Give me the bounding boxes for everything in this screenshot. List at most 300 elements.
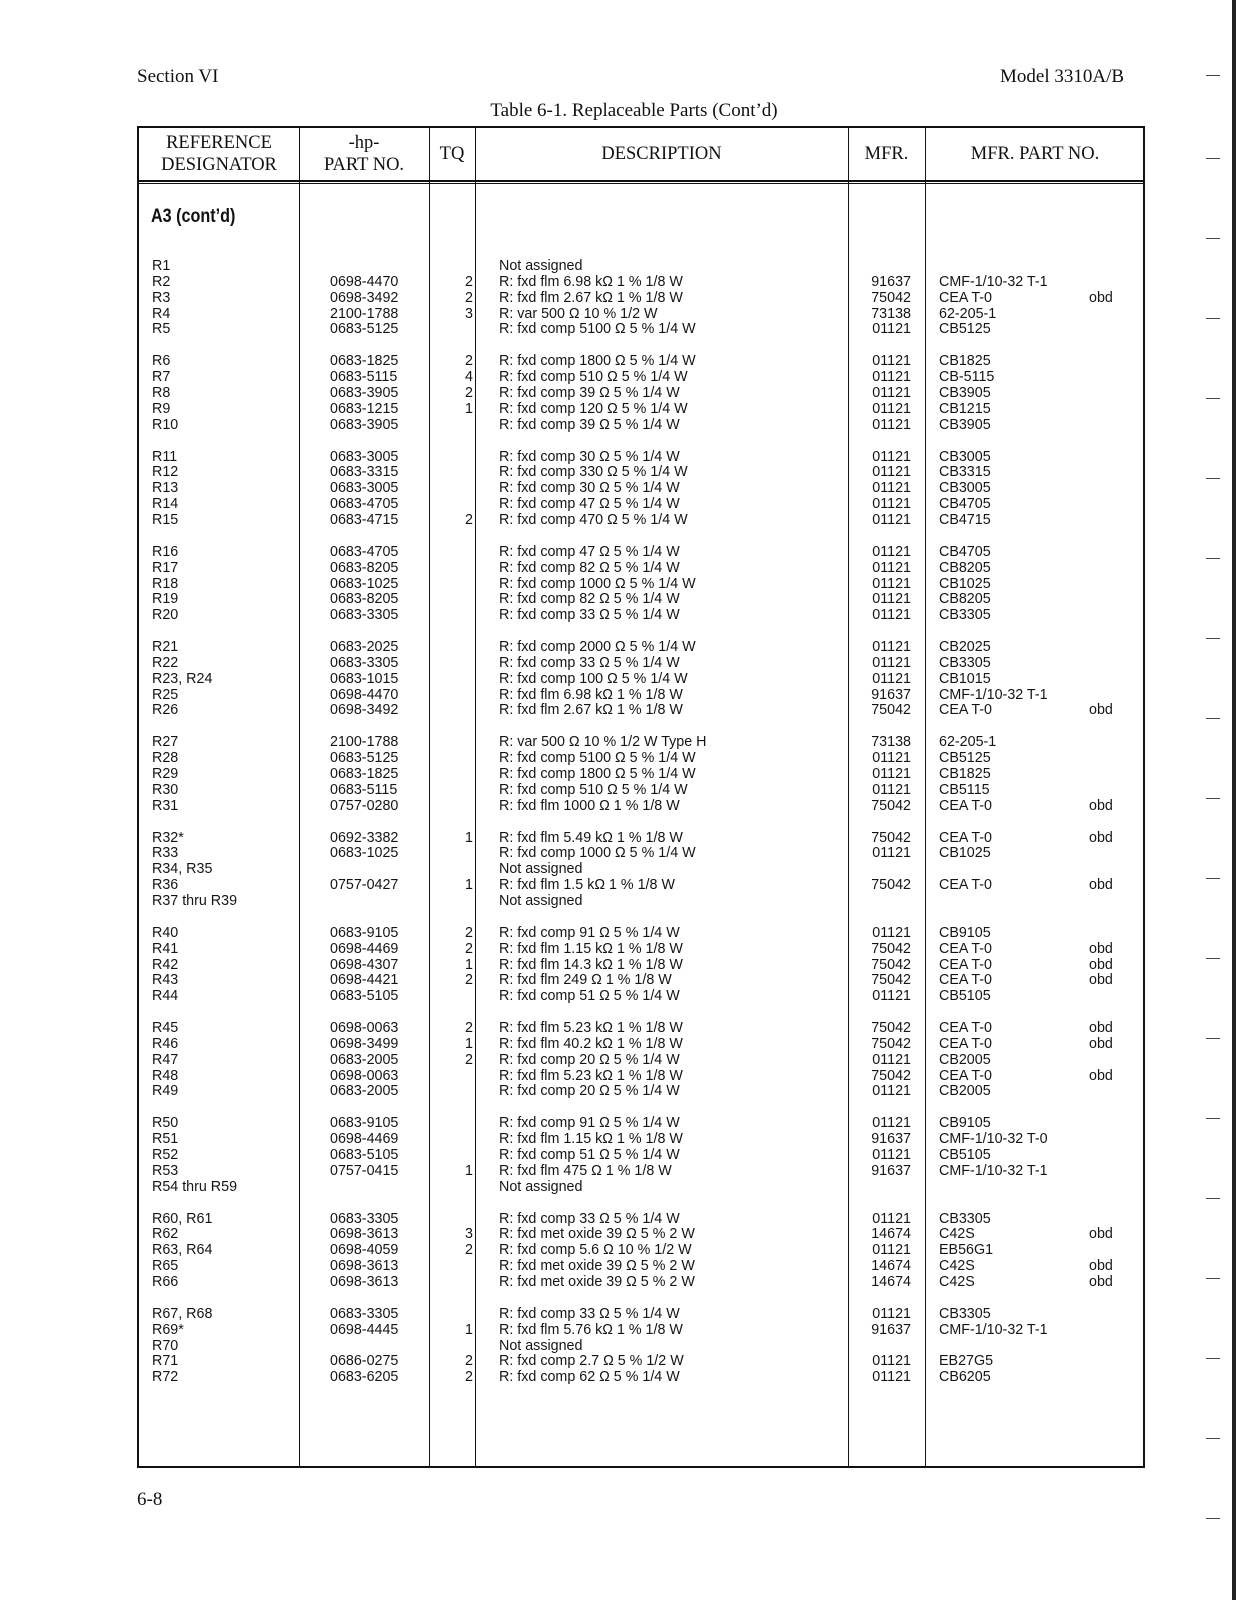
hp-part-no: 0683-1825 xyxy=(330,766,399,782)
table-row xyxy=(139,607,1143,623)
ref-designator: R27 xyxy=(152,734,179,751)
edge-mark xyxy=(1206,958,1220,959)
mfr-part-no: CB3315 xyxy=(939,464,991,481)
table-row xyxy=(139,1369,1143,1385)
ref-designator: R33 xyxy=(152,845,179,862)
mfr-part-no: CB-5115 xyxy=(939,369,995,386)
ref-designator: R44 xyxy=(152,988,179,1005)
ref-designator: R13 xyxy=(152,480,179,497)
header-mfr: MFR. xyxy=(864,144,909,164)
hp-part-no: 0698-4445 xyxy=(330,1321,399,1338)
section-title: A3 (cont’d) xyxy=(151,206,236,227)
ref-designator: R16 xyxy=(152,543,179,560)
ref-designator: R11 xyxy=(152,448,178,465)
hp-part-no: 0698-4470 xyxy=(330,686,399,703)
tq-value: 2 xyxy=(465,940,473,957)
description: Not assigned xyxy=(499,1178,583,1195)
note: obd xyxy=(1089,972,1113,989)
ref-designator: R47 xyxy=(152,1051,179,1068)
table-row xyxy=(139,1258,1143,1274)
description: R: fxd comp 62 Ω 5 % 1/4 W xyxy=(499,1369,680,1386)
hp-part-no: 0683-3305 xyxy=(330,1210,399,1227)
mfr-code: 75042 xyxy=(871,702,911,719)
hp-part-no: 0683-2005 xyxy=(330,1083,399,1100)
table-row xyxy=(139,1274,1143,1290)
hp-part-no: 0683-2025 xyxy=(330,639,399,655)
mfr-code: 01121 xyxy=(872,575,911,592)
ref-designator: R23, R24 xyxy=(152,670,213,687)
mfr-code: 75042 xyxy=(871,877,911,894)
mfr-part-no: CB5105 xyxy=(939,1147,991,1163)
mfr-code: 73138 xyxy=(871,305,911,322)
hp-part-no: 0683-5125 xyxy=(330,321,399,338)
hp-part-no: 0683-3305 xyxy=(330,1305,399,1322)
description: R: fxd flm 475 Ω 1 % 1/8 W xyxy=(499,1162,672,1179)
description: R: fxd flm 249 Ω 1 % 1/8 W xyxy=(499,972,672,989)
mfr-code: 73138 xyxy=(871,734,911,751)
note: obd xyxy=(1089,1258,1113,1275)
table-row xyxy=(139,321,1143,337)
table-row xyxy=(139,1083,1143,1099)
ref-designator: R54 thru R59 xyxy=(152,1178,238,1195)
description: R: fxd comp 30 Ω 5 % 1/4 W xyxy=(499,448,680,465)
table-row xyxy=(139,861,1143,877)
table-row xyxy=(139,687,1143,703)
edge-mark xyxy=(1206,878,1220,879)
description: R: fxd comp 330 Ω 5 % 1/4 W xyxy=(499,464,688,481)
ref-designator: R52 xyxy=(152,1147,179,1163)
note: obd xyxy=(1089,940,1113,957)
table-row xyxy=(139,702,1143,718)
description: R: fxd comp 120 Ω 5 % 1/4 W xyxy=(499,400,688,417)
mfr-part-no: C42S xyxy=(939,1226,975,1243)
mfr-code: 14674 xyxy=(871,1258,911,1275)
mfr-code: 75042 xyxy=(871,956,911,973)
tq-value: 4 xyxy=(465,369,473,386)
mfr-part-no: CB4705 xyxy=(939,543,991,560)
table-row xyxy=(139,893,1143,909)
hp-part-no: 2100-1788 xyxy=(330,305,399,322)
hp-part-no: 0698-3492 xyxy=(330,702,399,719)
mfr-part-no: CB5105 xyxy=(939,988,991,1005)
mfr-part-no: CB3305 xyxy=(939,654,991,671)
header-tq: TQ xyxy=(439,144,465,164)
header-rule xyxy=(139,180,1143,182)
hp-part-no: 0683-3905 xyxy=(330,384,399,401)
ref-designator: R22 xyxy=(152,654,179,671)
hp-part-no: 0757-0280 xyxy=(330,797,399,814)
description: R: fxd flm 1.15 kΩ 1 % 1/8 W xyxy=(499,940,683,957)
ref-designator: R3 xyxy=(152,289,171,306)
mfr-code: 14674 xyxy=(871,1273,911,1290)
table-row xyxy=(139,369,1143,385)
description: R: fxd met oxide 39 Ω 5 % 2 W xyxy=(499,1226,695,1243)
table-row xyxy=(139,464,1143,480)
mfr-code: 01121 xyxy=(872,639,911,655)
mfr-code: 01121 xyxy=(872,924,911,941)
description: R: fxd comp 100 Ω 5 % 1/4 W xyxy=(499,670,688,687)
header-description: DESCRIPTION xyxy=(601,144,722,164)
description: R: fxd comp 82 Ω 5 % 1/4 W xyxy=(499,559,680,576)
description: Not assigned xyxy=(499,1337,583,1354)
hp-part-no: 0698-3492 xyxy=(330,289,399,306)
hp-part-no: 0698-3499 xyxy=(330,1035,399,1052)
description: R: fxd comp 1000 Ω 5 % 1/4 W xyxy=(499,845,696,862)
table-row xyxy=(139,845,1143,861)
ref-designator: R17 xyxy=(152,559,179,576)
ref-designator: R1 xyxy=(152,258,171,274)
hp-part-no: 0683-6205 xyxy=(330,1369,399,1386)
description: R: fxd flm 2.67 kΩ 1 % 1/8 W xyxy=(499,289,683,306)
table-row xyxy=(139,1242,1143,1258)
description: R: fxd comp 470 Ω 5 % 1/4 W xyxy=(499,511,688,528)
edge-mark xyxy=(1206,1038,1220,1039)
mfr-code: 75042 xyxy=(871,829,911,846)
mfr-part-no: CMF-1/10-32 T-1 xyxy=(939,273,1048,290)
note: obd xyxy=(1089,956,1113,973)
ref-designator: R51 xyxy=(152,1131,179,1148)
mfr-code: 01121 xyxy=(872,416,911,433)
table-row xyxy=(139,591,1143,607)
table-row xyxy=(139,385,1143,401)
table-row xyxy=(139,782,1143,798)
ref-designator: R29 xyxy=(152,766,179,782)
mfr-part-no: CMF-1/10-32 T-1 xyxy=(939,686,1048,703)
table-row xyxy=(139,1211,1143,1227)
mfr-part-no: CEA T-0 xyxy=(939,829,992,846)
header-hp-part-no: -hp- PART NO. xyxy=(323,133,405,175)
hp-part-no: 0683-9105 xyxy=(330,924,399,941)
mfr-code: 01121 xyxy=(872,496,911,513)
description: R: fxd comp 5.6 Ω 10 % 1/2 W xyxy=(499,1242,692,1259)
ref-designator: R2 xyxy=(152,273,171,290)
hp-part-no: 0683-1015 xyxy=(330,670,399,687)
ref-designator: R30 xyxy=(152,781,179,798)
hp-part-no: 0698-4307 xyxy=(330,956,399,973)
ref-designator: R6 xyxy=(152,353,171,370)
ref-designator: R49 xyxy=(152,1083,179,1100)
mfr-part-no: CB2005 xyxy=(939,1051,991,1068)
tq-value: 2 xyxy=(465,1020,473,1036)
ref-designator: R4 xyxy=(152,305,171,322)
mfr-part-no: CEA T-0 xyxy=(939,1035,992,1052)
table-row xyxy=(139,1163,1143,1179)
hp-part-no: 0683-3905 xyxy=(330,416,399,433)
tq-value: 2 xyxy=(465,384,473,401)
tq-value: 1 xyxy=(465,877,473,894)
hp-part-no: 0683-1215 xyxy=(330,400,399,417)
hp-part-no: 0683-3305 xyxy=(330,654,399,671)
table-row xyxy=(139,544,1143,560)
ref-designator: R26 xyxy=(152,702,179,719)
hp-part-no: 0683-5105 xyxy=(330,1147,399,1163)
mfr-part-no: CB3905 xyxy=(939,416,991,433)
table-row xyxy=(139,988,1143,1004)
table-row xyxy=(139,290,1143,306)
description: R: fxd comp 1800 Ω 5 % 1/4 W xyxy=(499,766,696,782)
tq-value: 2 xyxy=(465,1051,473,1068)
mfr-part-no: CB3905 xyxy=(939,384,991,401)
page-number: 6-8 xyxy=(137,1489,163,1510)
table-row xyxy=(139,925,1143,941)
tq-value: 3 xyxy=(465,305,473,322)
mfr-part-no: CB3005 xyxy=(939,448,991,465)
note: obd xyxy=(1089,289,1113,306)
table-row xyxy=(139,1068,1143,1084)
tq-value: 2 xyxy=(465,273,473,290)
description: R: fxd comp 30 Ω 5 % 1/4 W xyxy=(499,480,680,497)
edge-mark xyxy=(1206,718,1220,719)
edge-mark xyxy=(1206,398,1220,399)
description: R: fxd comp 51 Ω 5 % 1/4 W xyxy=(499,1147,680,1163)
mfr-part-no: CB1025 xyxy=(939,575,991,592)
table-row xyxy=(139,306,1143,322)
description: R: fxd flm 1.5 kΩ 1 % 1/8 W xyxy=(499,877,675,894)
mfr-part-no: CB1215 xyxy=(939,400,991,417)
mfr-code: 75042 xyxy=(871,940,911,957)
description: R: fxd comp 82 Ω 5 % 1/4 W xyxy=(499,591,680,608)
mfr-code: 01121 xyxy=(872,1369,911,1386)
mfr-code: 01121 xyxy=(872,591,911,608)
ref-designator: R7 xyxy=(152,369,171,386)
tq-value: 2 xyxy=(465,1242,473,1259)
hp-part-no: 0757-0427 xyxy=(330,877,399,894)
ref-designator: R40 xyxy=(152,924,179,941)
description: Not assigned xyxy=(499,258,583,274)
note: obd xyxy=(1089,1273,1113,1290)
mfr-code: 01121 xyxy=(872,1051,911,1068)
section-label: Section VI xyxy=(137,66,219,87)
mfr-code: 75042 xyxy=(871,797,911,814)
mfr-part-no: C42S xyxy=(939,1273,975,1290)
ref-designator: R25 xyxy=(152,686,179,703)
ref-designator: R19 xyxy=(152,591,179,608)
hp-part-no: 0698-4059 xyxy=(330,1242,399,1259)
description: R: var 500 Ω 10 % 1/2 W Type H xyxy=(499,734,707,751)
description: R: var 500 Ω 10 % 1/2 W xyxy=(499,305,658,322)
table-row xyxy=(139,734,1143,750)
edge-mark xyxy=(1206,1518,1220,1519)
model-label: Model 3310A/B xyxy=(1000,66,1125,87)
mfr-code: 14674 xyxy=(871,1226,911,1243)
mfr-code: 91637 xyxy=(871,273,911,290)
description: R: fxd flm 6.98 kΩ 1 % 1/8 W xyxy=(499,273,683,290)
mfr-part-no: EB56G1 xyxy=(939,1242,994,1259)
description: R: fxd comp 5100 Ω 5 % 1/4 W xyxy=(499,750,696,767)
edge-mark xyxy=(1206,478,1220,479)
tq-value: 1 xyxy=(465,829,473,846)
ref-designator: R67, R68 xyxy=(152,1305,213,1322)
table-row xyxy=(139,972,1143,988)
tq-value: 2 xyxy=(465,924,473,941)
note: obd xyxy=(1089,1035,1113,1052)
mfr-part-no: CB5125 xyxy=(939,750,991,767)
ref-designator: R45 xyxy=(152,1020,179,1036)
mfr-code: 01121 xyxy=(872,321,911,338)
hp-part-no: 0683-3315 xyxy=(330,464,399,481)
mfr-part-no: 62-205-1 xyxy=(939,734,997,751)
mfr-code: 01121 xyxy=(872,353,911,370)
description: R: fxd comp 91 Ω 5 % 1/4 W xyxy=(499,1115,680,1132)
mfr-code: 01121 xyxy=(872,511,911,528)
edge-mark xyxy=(1206,1438,1220,1439)
edge-mark xyxy=(1206,1278,1220,1279)
description: R: fxd flm 40.2 kΩ 1 % 1/8 W xyxy=(499,1035,683,1052)
hp-part-no: 0683-5115 xyxy=(330,781,398,798)
mfr-part-no: CEA T-0 xyxy=(939,940,992,957)
description: R: fxd flm 2.67 kΩ 1 % 1/8 W xyxy=(499,702,683,719)
description: R: fxd flm 1000 Ω 1 % 1/8 W xyxy=(499,797,680,814)
mfr-code: 01121 xyxy=(872,559,911,576)
ref-designator: R71 xyxy=(152,1353,179,1370)
mfr-code: 01121 xyxy=(872,1305,911,1322)
description: R: fxd comp 2000 Ω 5 % 1/4 W xyxy=(499,639,696,655)
mfr-code: 75042 xyxy=(871,1067,911,1084)
mfr-code: 01121 xyxy=(872,464,911,481)
ref-designator: R31 xyxy=(152,797,179,814)
note: obd xyxy=(1089,702,1113,719)
edge-mark xyxy=(1206,558,1220,559)
table-row xyxy=(139,766,1143,782)
note: obd xyxy=(1089,1020,1113,1036)
ref-designator: R48 xyxy=(152,1067,179,1084)
mfr-code: 91637 xyxy=(871,1131,911,1148)
mfr-code: 01121 xyxy=(872,781,911,798)
table-row xyxy=(139,401,1143,417)
ref-designator: R62 xyxy=(152,1226,179,1243)
tq-value: 1 xyxy=(465,1162,473,1179)
ref-designator: R60, R61 xyxy=(152,1210,213,1227)
hp-part-no: 0686-0275 xyxy=(330,1353,399,1370)
tq-value: 2 xyxy=(465,972,473,989)
mfr-part-no: CEA T-0 xyxy=(939,1067,992,1084)
mfr-code: 01121 xyxy=(872,988,911,1005)
mfr-part-no: CMF-1/10-32 T-1 xyxy=(939,1321,1048,1338)
description: R: fxd comp 47 Ω 5 % 1/4 W xyxy=(499,543,680,560)
ref-designator: R72 xyxy=(152,1369,179,1386)
ref-designator: R28 xyxy=(152,750,179,767)
ref-designator: R9 xyxy=(152,400,171,417)
mfr-code: 01121 xyxy=(872,448,911,465)
mfr-code: 01121 xyxy=(872,384,911,401)
table-row xyxy=(139,941,1143,957)
hp-part-no: 0683-1025 xyxy=(330,575,399,592)
hp-part-no: 0683-4705 xyxy=(330,543,399,560)
table-row xyxy=(139,512,1143,528)
description: R: fxd comp 39 Ω 5 % 1/4 W xyxy=(499,416,680,433)
mfr-part-no: CB4705 xyxy=(939,496,991,513)
header-rule-double xyxy=(139,183,1143,184)
table-row xyxy=(139,1179,1143,1195)
description: R: fxd comp 1800 Ω 5 % 1/4 W xyxy=(499,353,696,370)
hp-part-no: 0698-3613 xyxy=(330,1226,399,1243)
hp-part-no: 0683-2005 xyxy=(330,1051,399,1068)
description: R: fxd comp 47 Ω 5 % 1/4 W xyxy=(499,496,680,513)
hp-part-no: 0698-4469 xyxy=(330,940,399,957)
mfr-part-no: CEA T-0 xyxy=(939,797,992,814)
description: R: fxd flm 1.15 kΩ 1 % 1/8 W xyxy=(499,1131,683,1148)
scan-edge-marks xyxy=(1196,0,1236,1600)
ref-designator: R32* xyxy=(152,829,184,846)
ref-designator: R10 xyxy=(152,416,179,433)
table-row xyxy=(139,1036,1143,1052)
ref-designator: R37 thru R39 xyxy=(152,892,238,909)
edge-mark xyxy=(1206,158,1220,159)
mfr-code: 75042 xyxy=(871,1020,911,1036)
hp-part-no: 0683-3005 xyxy=(330,480,399,497)
ref-designator: R53 xyxy=(152,1162,179,1179)
mfr-code: 75042 xyxy=(871,972,911,989)
mfr-part-no: CB1015 xyxy=(939,670,991,687)
description: R: fxd flm 14.3 kΩ 1 % 1/8 W xyxy=(499,956,683,973)
tq-value: 2 xyxy=(465,1369,473,1386)
ref-designator: R42 xyxy=(152,956,179,973)
table-row xyxy=(139,1226,1143,1242)
ref-designator: R5 xyxy=(152,321,171,338)
mfr-part-no: CB2005 xyxy=(939,1083,991,1100)
note: obd xyxy=(1089,1226,1113,1243)
mfr-part-no: CMF-1/10-32 T-1 xyxy=(939,1162,1048,1179)
description: R: fxd comp 510 Ω 5 % 1/4 W xyxy=(499,369,688,386)
mfr-code: 01121 xyxy=(872,1353,911,1370)
ref-designator: R69* xyxy=(152,1321,184,1338)
tq-value: 2 xyxy=(465,511,473,528)
table-row xyxy=(139,1052,1143,1068)
hp-part-no: 0683-9105 xyxy=(330,1115,399,1132)
table-row xyxy=(139,576,1143,592)
description: R: fxd comp 33 Ω 5 % 1/4 W xyxy=(499,1305,680,1322)
mfr-code: 01121 xyxy=(872,400,911,417)
mfr-part-no: CB4715 xyxy=(939,511,991,528)
description: R: fxd flm 5.49 kΩ 1 % 1/8 W xyxy=(499,829,683,846)
table-row xyxy=(139,417,1143,433)
hp-part-no: 0683-3005 xyxy=(330,448,399,465)
hp-part-no: 0683-5125 xyxy=(330,750,399,767)
hp-part-no: 0683-4705 xyxy=(330,496,399,513)
ref-designator: R66 xyxy=(152,1273,179,1290)
hp-part-no: 0698-3613 xyxy=(330,1258,399,1275)
mfr-code: 01121 xyxy=(872,543,911,560)
page-edge xyxy=(1232,0,1236,1600)
table-row xyxy=(139,496,1143,512)
mfr-part-no: CB1825 xyxy=(939,766,991,782)
mfr-part-no: CB3305 xyxy=(939,1210,991,1227)
ref-designator: R46 xyxy=(152,1035,179,1052)
tq-value: 1 xyxy=(465,1035,473,1052)
table-row xyxy=(139,1020,1143,1036)
note: obd xyxy=(1089,1067,1113,1084)
mfr-code: 91637 xyxy=(871,1321,911,1338)
tq-value: 3 xyxy=(465,1226,473,1243)
description: R: fxd comp 20 Ω 5 % 1/4 W xyxy=(499,1051,680,1068)
tq-value: 2 xyxy=(465,289,473,306)
ref-designator: R21 xyxy=(152,639,179,655)
table-row xyxy=(139,750,1143,766)
ref-designator: R43 xyxy=(152,972,179,989)
tq-value: 1 xyxy=(465,400,473,417)
mfr-part-no: EB27G5 xyxy=(939,1353,994,1370)
edge-mark xyxy=(1206,1118,1220,1119)
mfr-part-no: CB3305 xyxy=(939,607,991,624)
hp-part-no: 0698-4469 xyxy=(330,1131,399,1148)
edge-mark xyxy=(1206,798,1220,799)
mfr-code: 75042 xyxy=(871,1035,911,1052)
hp-part-no: 0698-3613 xyxy=(330,1273,399,1290)
mfr-code: 01121 xyxy=(872,1115,911,1132)
table-row xyxy=(139,655,1143,671)
description: R: fxd met oxide 39 Ω 5 % 2 W xyxy=(499,1273,695,1290)
mfr-part-no: CB8205 xyxy=(939,559,991,576)
